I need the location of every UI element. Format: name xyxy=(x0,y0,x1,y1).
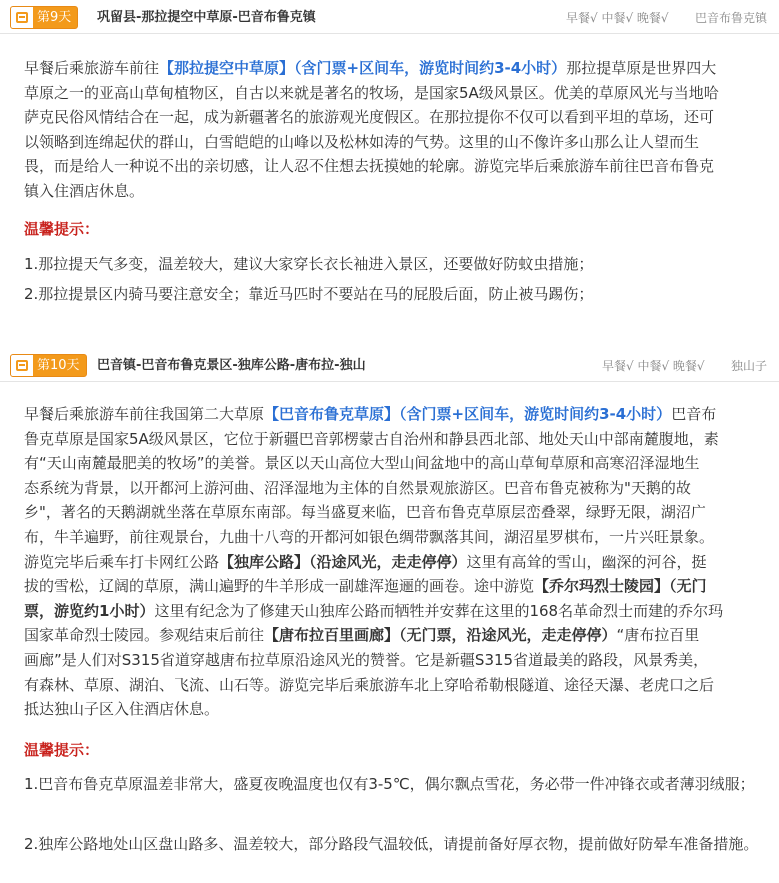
description-line xyxy=(24,427,769,452)
description-text: 布，牛羊遍野，前往观景台，九曲十八弯的开都河如银色绸带飘落其间，湖沼星罗棋布，一片兴旺景象。 xyxy=(24,527,715,546)
description-line xyxy=(24,599,769,624)
day10-route: 巴音镇-巴音布鲁克景区-独库公路-唐布拉-独山 xyxy=(97,358,366,373)
description-line xyxy=(24,105,769,130)
description-text: 以领略到连绵起伏的群山，白雪皑皑的山峰以及松林如涛的气势。这里的山不像许多山那么让人望而生 xyxy=(24,132,700,151)
day9-route: 巩留县-那拉提空中草原-巴音布鲁克镇 xyxy=(97,10,316,25)
description-line xyxy=(24,525,769,550)
description-text: 乡"，著名的天鹅湖就坐落在草原东南部。每当盛夏来临，巴音布鲁克草原层峦叠翠，绿野无限，湖沼广 xyxy=(24,503,706,522)
highlight-text: 票，游览约1小时） xyxy=(24,601,155,620)
day10-badge-text: 第10天 xyxy=(37,358,80,373)
highlight-text: 【唐布拉百里画廊】（无门票，沿途风光，走走停停） xyxy=(264,626,617,645)
description-text: 镇入住酒店休息。 xyxy=(24,181,145,200)
description-line xyxy=(24,402,769,427)
highlight-text: 【那拉提空中草原】（含门票+区间车，游览时间约3-4小时） xyxy=(159,59,567,77)
day10-lodging: 独山子 xyxy=(730,359,767,373)
day9-tip-2: 2.那拉提景区内骑马要注意安全；靠近马匹时不要站在马的屁股后面，防止被马踢伤； xyxy=(24,285,594,303)
day9-tips-title: 温馨提示： xyxy=(24,220,100,238)
day10-tip-2: 2.独库公路地处山区盘山路多、温差较大，部分路段气温较低，请提前备好厚衣物，提前做好防晕车准备措施。 xyxy=(24,835,759,853)
description-line xyxy=(24,550,769,575)
description-text: “唐布拉百里 xyxy=(616,626,700,645)
day9-meals: 早餐√ 中餐√ 晚餐√ xyxy=(566,11,669,25)
description-text: 这里有高耸的雪山，幽深的河谷，挺 xyxy=(466,552,707,571)
description-text: 萨克民俗风情结合在一起，成为新疆著名的旅游观光度假区。在那拉提你不仅可以看到平坦的草场，还可 xyxy=(24,108,715,127)
description-text: 这里有纪念为了修建天山独库公路而牺牲并安葬在这里的168名革命烈士而建的乔尔玛 xyxy=(154,601,724,620)
day9-description xyxy=(24,56,769,204)
description-line xyxy=(24,623,769,648)
day10-tip-1: 1.巴音布鲁克草原温差非常大，盛夏夜晚温度也仅有3-5℃，偶尔飘点雪花，务必带一件冲锋衣或者薄羽绒服； xyxy=(24,775,755,793)
description-text: 巴音布 xyxy=(671,405,717,423)
day10-tips-title: 温馨提示： xyxy=(24,741,100,759)
description-line xyxy=(24,574,769,599)
description-line xyxy=(24,81,769,106)
description-line xyxy=(24,154,769,179)
day9-lodging: 巴音布鲁克镇 xyxy=(694,11,767,25)
description-line xyxy=(24,476,769,501)
highlight-text: 【巴音布鲁克草原】（含门票+区间车，游览时间约3-4小时） xyxy=(264,405,672,423)
description-text: 早餐后乘旅游车前往我国第二大草原 xyxy=(24,405,265,423)
highlight-text: 【独库公路】（沿途风光，走走停停） xyxy=(219,552,467,571)
description-text: 畏，而是给人一种说不出的亲切感，让人忍不住想去抚摸她的轮廓。游览完毕后乘旅游车前往巴音布鲁克 xyxy=(24,157,715,176)
highlight-text: 【乔尔玛烈士陵园】（无门 xyxy=(534,577,707,596)
day9-header xyxy=(0,0,779,34)
calendar-icon xyxy=(11,355,33,376)
description-text: 有“天山南麓最肥美的牧场”的美誉。景区以天山高位大型山间盆地中的高山草甸草原和高寒沼泽湿地生 xyxy=(24,454,700,473)
day9-tip-1: 1.那拉提天气多变，温差较大，建议大家穿长衣长袖进入景区，还要做好防蚊虫措施； xyxy=(24,255,594,273)
description-text: 游览完毕后乘车打卡网红公路 xyxy=(24,552,220,571)
description-line xyxy=(24,130,769,155)
description-text: 抵达独山子区入住酒店休息。 xyxy=(24,700,220,719)
day9-badge xyxy=(10,6,78,29)
description-text: 那拉提草原是世界四大 xyxy=(566,59,717,77)
description-text: 有森林、草原、湖泊、飞流、山石等。游览完毕后乘旅游车北上穿哈希勒根隧道、途径天瀑、老虎口之后 xyxy=(24,675,715,694)
description-text: 鲁克草原是国家5A级风景区，它位于新疆巴音郭楞蒙古自治州和静县西北部、地处天山中部南麓腹地，素 xyxy=(24,429,719,448)
description-line xyxy=(24,179,769,204)
calendar-icon xyxy=(11,7,33,28)
description-text: 早餐后乘旅游车前往 xyxy=(24,59,160,77)
description-line xyxy=(24,648,769,673)
description-line xyxy=(24,673,769,698)
day10-meals: 早餐√ 中餐√ 晚餐√ xyxy=(602,359,705,373)
day9-badge-text: 第9天 xyxy=(37,10,72,25)
day10-header xyxy=(0,348,779,382)
description-line xyxy=(24,56,769,81)
day10-description xyxy=(24,402,769,722)
description-line xyxy=(24,697,769,722)
description-text: 拔的雪松，辽阔的草原，满山遍野的牛羊形成一副雄浑迤逦的画卷。途中游览 xyxy=(24,577,535,596)
description-text: 草原之一的亚高山草甸植物区，自古以来就是著名的牧场，是国家5A级风景区。优美的草原风光与当地哈 xyxy=(24,83,719,102)
description-line xyxy=(24,451,769,476)
day10-badge xyxy=(10,354,87,377)
description-text: 国家革命烈士陵园。参观结束后前往 xyxy=(24,626,265,645)
description-line xyxy=(24,500,769,525)
description-text: 画廊”是人们对S315省道穿越唐布拉草原沿途风光的赞誉。它是新疆S315省道最美的路段，风景秀美， xyxy=(24,650,709,669)
description-text: 态系统为背景，以开都河上游河曲、沼泽湿地为主体的自然景观旅游区。巴音布鲁克被称为"天鹅的故 xyxy=(24,478,691,497)
